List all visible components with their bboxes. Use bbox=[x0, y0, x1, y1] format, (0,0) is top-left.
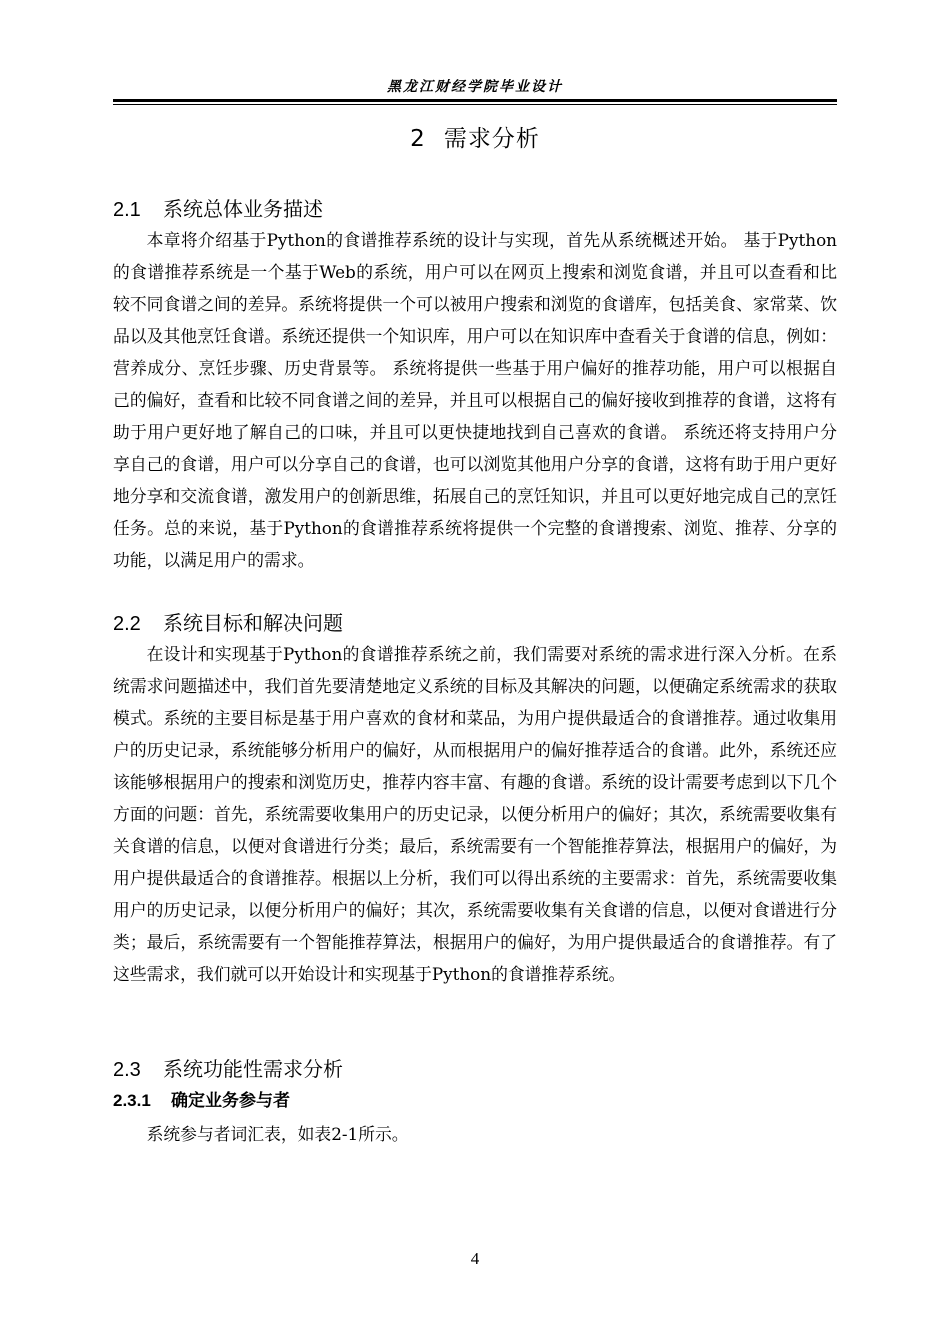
section-number: 2.2 bbox=[113, 613, 141, 635]
chapter-number: 2 bbox=[410, 126, 426, 152]
section-heading-2-2 bbox=[113, 608, 837, 639]
section-number: 2.3 bbox=[113, 1059, 141, 1081]
chapter-title bbox=[113, 122, 837, 156]
subsection-title: 确定业务参与者 bbox=[171, 1091, 290, 1111]
section-title: 系统总体业务描述 bbox=[163, 197, 323, 221]
section-2-2-paragraph: 在设计和实现基于Python的食谱推荐系统之前，我们需要对系统的需求进行深入分析。在系统需求问题描述中，我们首先要清楚地定义系统的目标及其解决的问题，以便确定系统需求的获取模式。系统的主要目标是基于用户喜欢的食材和菜品，为用户提供最适合的食谱推荐。通过收集用户的历史记录，系统能够分析用户的偏好，从而根据用户的偏好推荐适合的食谱。此外，系统还应该能够根据用户的搜索和浏览历史，推荐内容丰富、有趣的食谱。系统的设计需要考虑到以下几个方面的问题：首先，系统需要收集用户的历史记录，以便分析用户的偏好；其次，系统需要收集有关食谱的信息，以便对食谱进行分类；最后，系统需要有一个智能推荐算法，根据用户的偏好，为用户提供最适合的食谱推荐。根据以上分析，我们可以得出系统的主要需求：首先，系统需要收集用户的历史记录，以便分析用户的偏好；其次，系统需要收集有关食谱的信息，以便对食谱进行分类；最后，系统需要有一个智能推荐算法，根据用户的偏好，为用户提供最适合的食谱推荐。有了这些需求，我们就可以开始设计和实现基于Python的食谱推荐系统。 bbox=[113, 644, 837, 984]
section-heading-2-3 bbox=[113, 1054, 837, 1085]
chapter-title-text: 需求分析 bbox=[443, 126, 540, 152]
section-number: 2.1 bbox=[113, 199, 141, 221]
section-title: 系统功能性需求分析 bbox=[163, 1057, 343, 1081]
subsection-2-3-1-paragraph: 系统参与者词汇表，如表2-1所示。 bbox=[146, 1124, 409, 1144]
section-heading-2-1 bbox=[113, 194, 837, 225]
header-rule-thick bbox=[113, 99, 837, 102]
section-2-1-paragraph: 本章将介绍基于Python的食谱推荐系统的设计与实现，首先从系统概述开始。 基于Python的食谱推荐系统是一个基于Web的系统，用户可以在网页上搜索和浏览食谱，并且可以查看和比较不同食谱之间的差异。系统将提供一个可以被用户搜索和浏览的食谱库，包括美食、家常菜、饮品以及其他烹饪食谱。系统还提供一个知识库，用户可以在知识库中查看关于食谱的信息，例如：营养成分、烹饪步骤、历史背景等。 系统将提供一些基于用户偏好的推荐功能，用户可以根据自己的偏好，查看和比较不同食谱之间的差异，并且可以根据自己的偏好接收到推荐的食谱，这将有助于用户更好地了解自己的口味，并且可以更快捷地找到自己喜欢的食谱。 系统还将支持用户分享自己的食谱，用户可以分享自己的食谱，也可以浏览其他用户分享的食谱，这将有助于用户更好地分享和交流食谱，激发用户的创新思维，拓展自己的烹饪知识，并且可以更好地完成自己的烹饪任务。总的来说，基于Python的食谱推荐系统将提供一个完整的食谱搜索、浏览、推荐、分享的功能，以满足用户的需求。 bbox=[113, 230, 837, 570]
page-number: 4 bbox=[470, 1249, 480, 1268]
section-title: 系统目标和解决问题 bbox=[163, 611, 343, 635]
header-rule-thin bbox=[113, 104, 837, 105]
subsection-number: 2.3.1 bbox=[113, 1091, 151, 1110]
subsection-heading-2-3-1 bbox=[113, 1088, 837, 1114]
page-header: 黑龙江财经学院毕业设计 bbox=[387, 79, 563, 95]
